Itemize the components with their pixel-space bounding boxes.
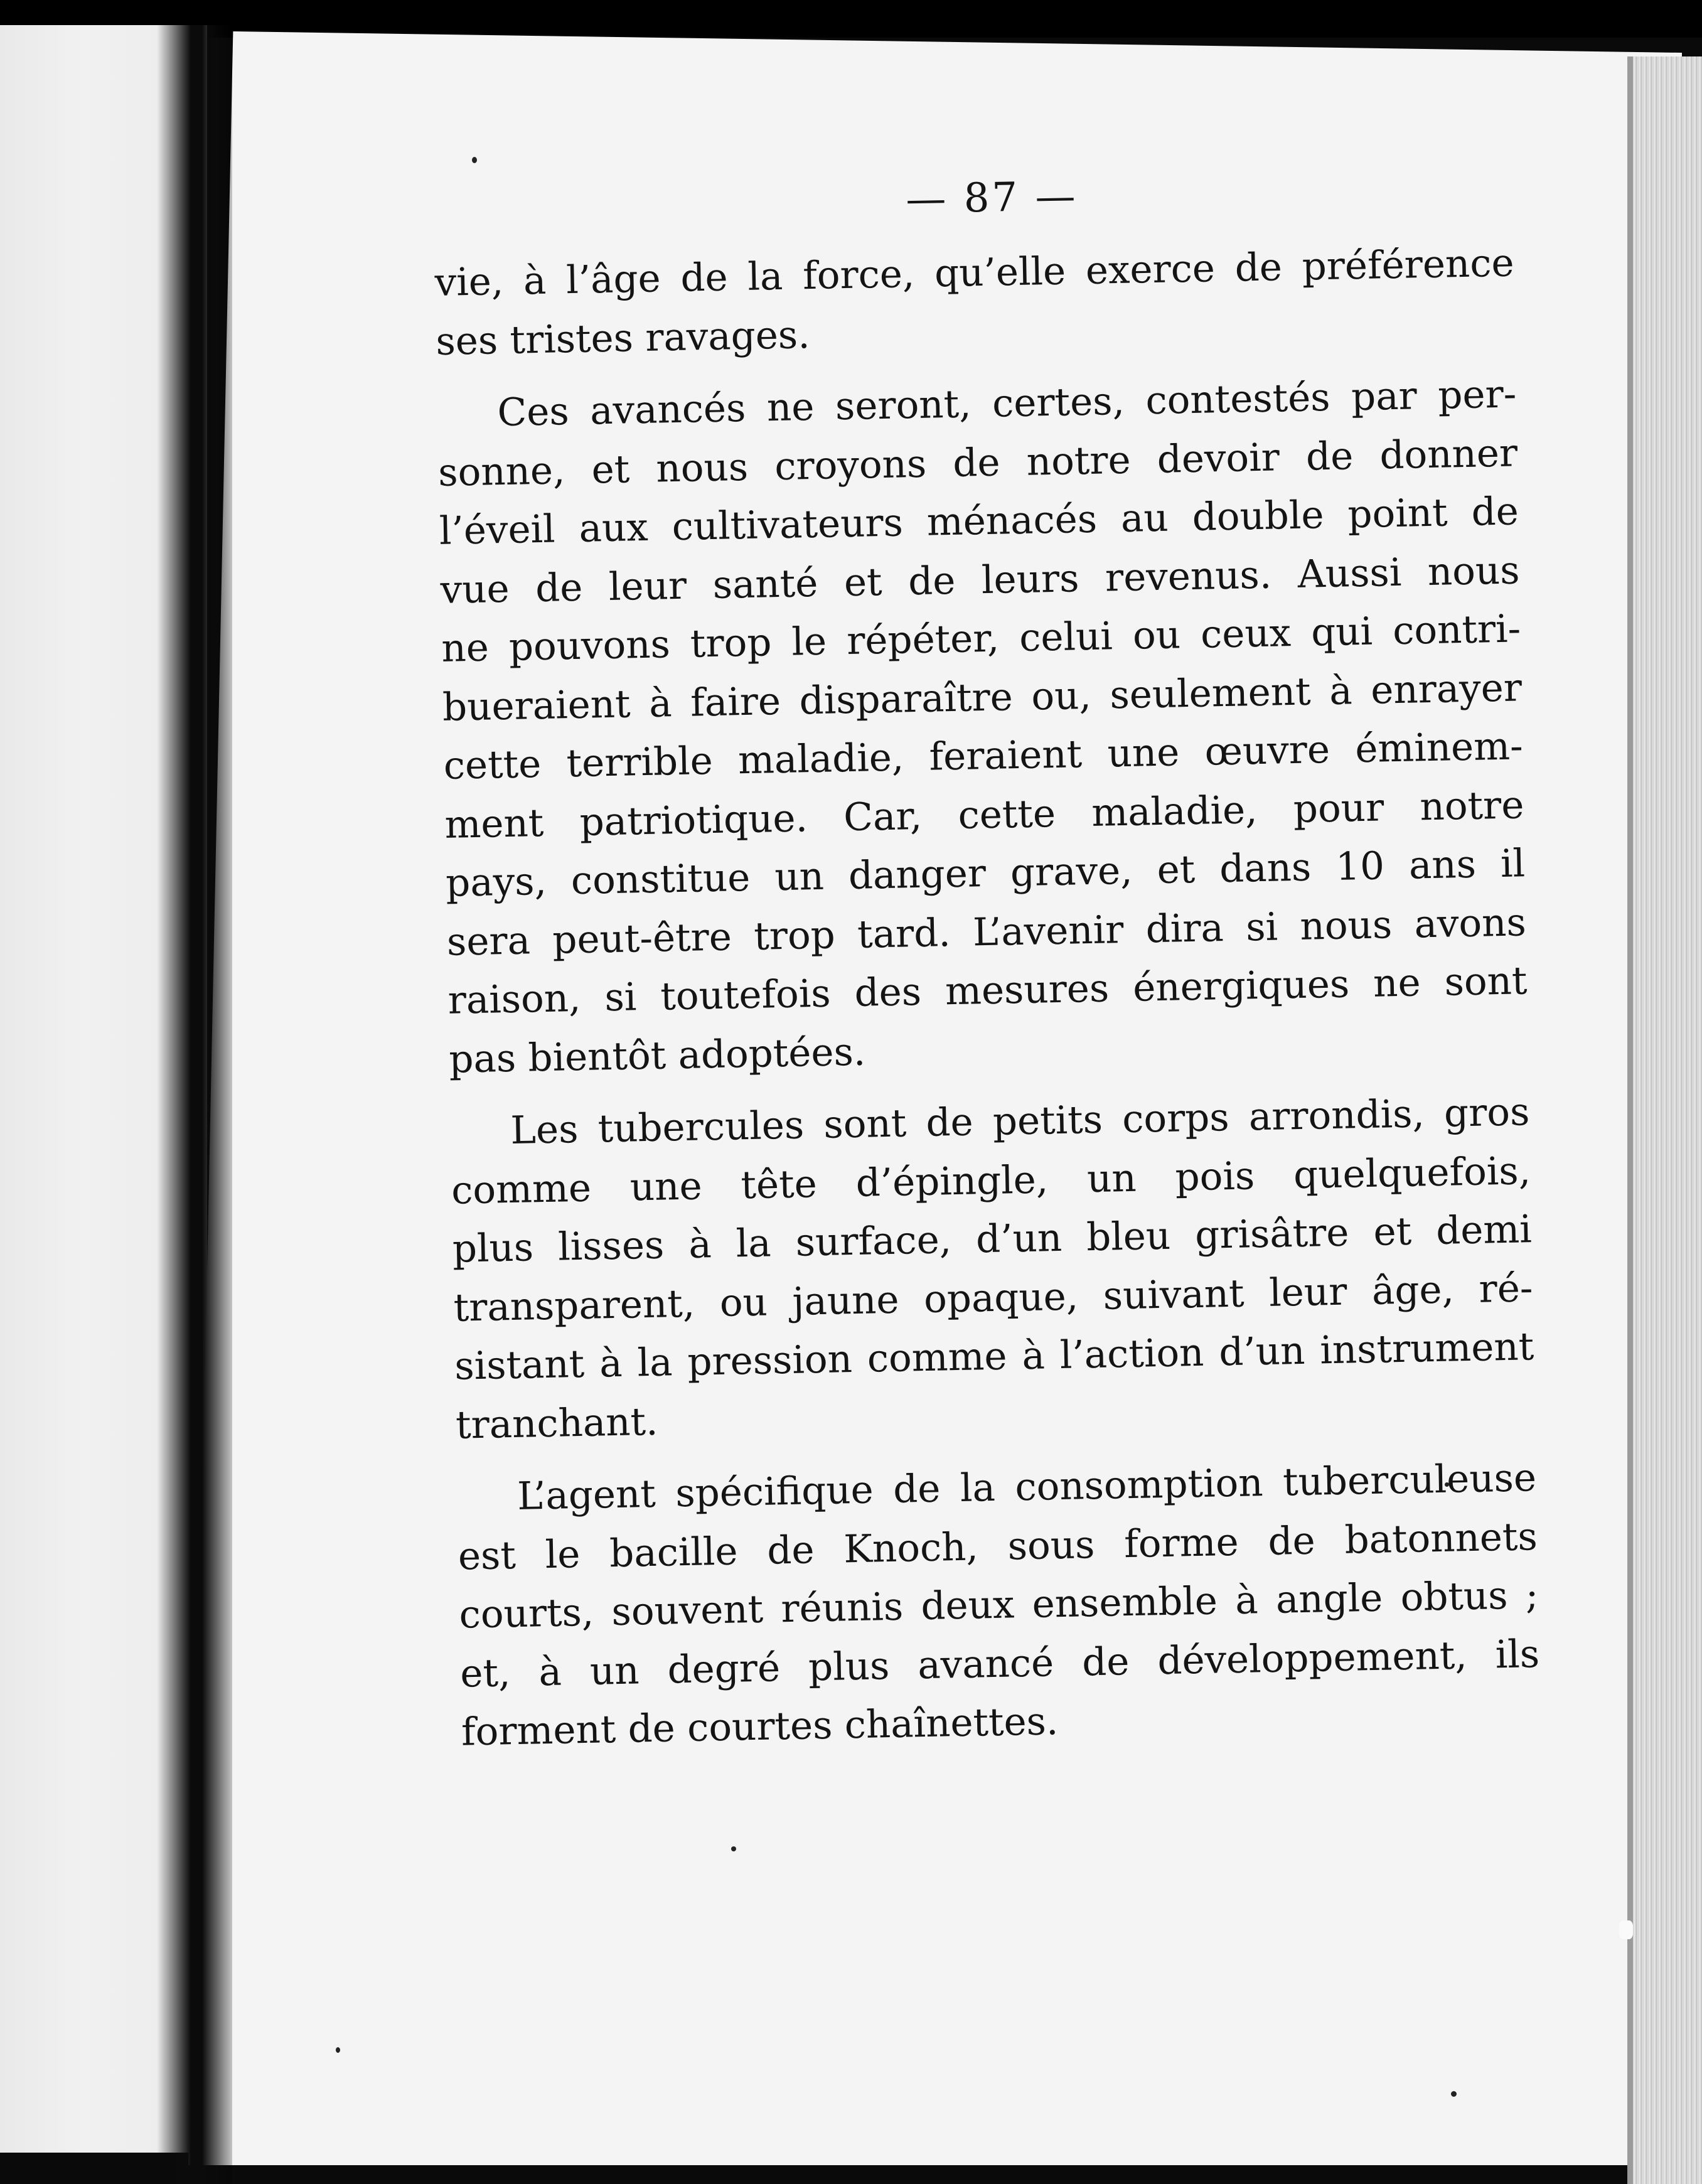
page-gutter [157, 25, 232, 2184]
text-line: sistant à la pression comme à l’action d’un instrument [454, 1324, 1534, 1389]
page-text [433, 168, 1541, 1775]
text-line: vie, à l’âge de la force, qu’elle exerce de préférence [434, 240, 1515, 305]
dust-speck [336, 2047, 340, 2053]
text-line: L’agent spécifique de la consomption tuberculeuse [516, 1455, 1537, 1519]
page-number: — 87 — [905, 173, 1079, 223]
text-line: pas bientôt adoptées. [448, 1029, 866, 1082]
text-line: Ces avancés ne seront, certes, contestés par per- [496, 372, 1517, 436]
scan-flaw [1619, 1920, 1633, 1939]
text-line: forment de courtes chaînettes. [461, 1699, 1059, 1755]
text-line: tranchant. [455, 1399, 659, 1448]
text-line: bueraient à faire disparaître ou, seulement à enrayer [442, 665, 1523, 730]
paragraph [437, 365, 1529, 1088]
text-line: cette terrible maladie, feraient une œuvre éminem- [443, 724, 1524, 788]
paragraph [434, 233, 1516, 370]
dust-speck [472, 157, 477, 163]
dust-speck [1451, 2091, 1457, 2097]
dust-speck [731, 1846, 736, 1851]
text-line: courts, souvent réunis deux ensemble à angle obtus ; [459, 1573, 1539, 1637]
text-line: ne pouvons trop le répéter, celui ou ceux qui contri- [441, 606, 1521, 671]
text-line: est le bacille de Knoch, sous forme de batonnets [458, 1514, 1538, 1579]
text-line: sonne, et nous croyons de notre devoir de donner [437, 430, 1518, 495]
text-line: sera peut-être trop tard. L’avenir dira si nous avons [446, 899, 1527, 965]
text-line: Les tubercules sont de petits corps arrondis, gros [510, 1089, 1530, 1153]
text-line: vue de leur santé et de leurs revenus. Aussi nous [440, 547, 1521, 613]
page-edges [1633, 56, 1702, 2184]
text-line: comme une tête d’épingle, un pois quelquefois, [451, 1148, 1531, 1213]
text-line: raison, si toutefois des mesures énergiques ne sont [447, 958, 1528, 1023]
text-line: et, à un degré plus avancé de développement, ils [459, 1631, 1540, 1696]
text-line: ment patriotique. Car, cette maladie, pour notre [444, 782, 1524, 847]
text-line: ses tristes ravages. [435, 312, 811, 364]
paragraph [456, 1448, 1541, 1762]
text-line: transparent, ou jaune opaque, suivant leur âge, ré- [453, 1265, 1534, 1330]
text-line: l’éveil aux cultivateurs ménacés au double point de [439, 489, 1519, 554]
text-line: plus lisses à la surface, d’un bleu grisâtre et demi [452, 1207, 1533, 1271]
paragraph [450, 1083, 1536, 1454]
text-line: pays, constitue un danger grave, et dans 10 ans il [445, 841, 1526, 906]
